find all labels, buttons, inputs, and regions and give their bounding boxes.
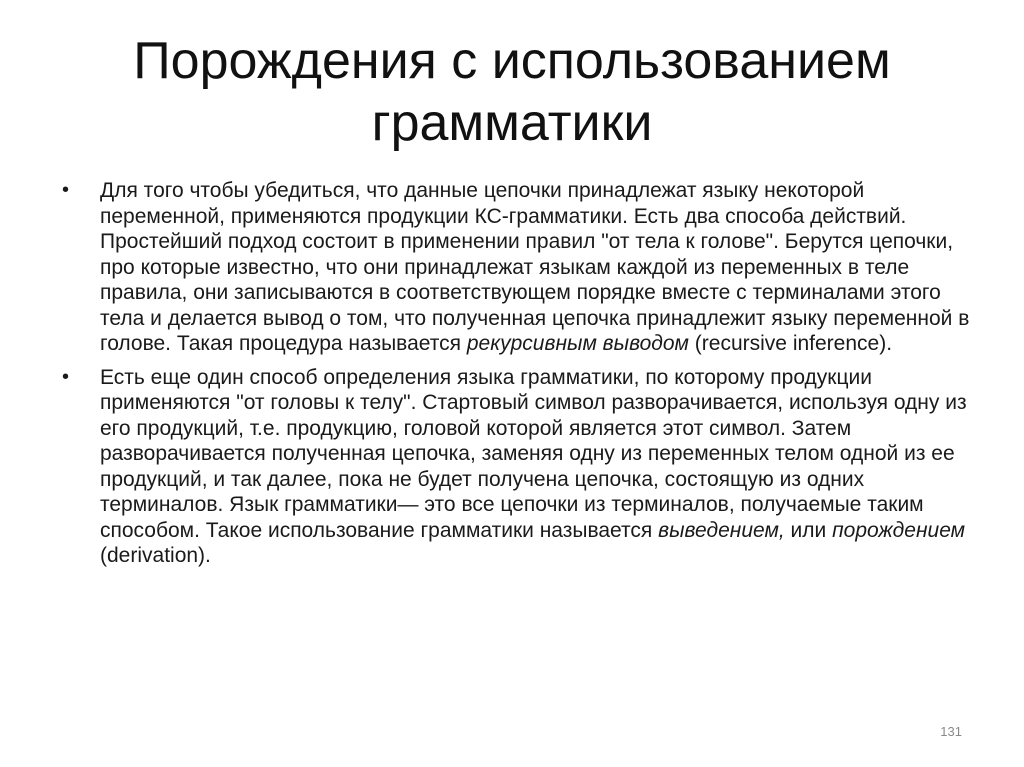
bullet-item-2 — [60, 365, 970, 569]
bullet-2-text-middle: или — [784, 518, 833, 542]
bullet-1-text: Для того чтобы убедиться, что данные цепочки принадлежат языку некоторой переменной, применяются продукции КС-грамматики. Есть два способа действий. Простейший подход состоит в применении правил "от тела к голове". Берутся цепочки, про которые известно, что они принадлежат языкам каждой из переменных в теле правила, они записываются в соответствующем порядке вместе с терминалами этого тела и делается вывод о том, что полученная цепочка принадлежит языку переменной в голове. Такая процедура называется — [100, 179, 970, 355]
page-number: 131 — [940, 724, 962, 739]
bullet-2-text-end: (derivation). — [100, 544, 211, 567]
bullet-1-text-end: (recursive inference). — [688, 332, 893, 355]
bullet-marker: • — [62, 365, 70, 388]
slide-title — [60, 30, 964, 154]
bullet-item-1 — [60, 178, 970, 357]
slide-title-line1: Порождения с использованием — [133, 32, 891, 90]
slide-title-line2: грамматики — [371, 94, 653, 152]
bullet-2-emphasis: выведением, — [658, 518, 785, 542]
bullet-2-text: Есть еще один способ определения языка грамматики, по которому продукции применяются "от головы к телу". Стартовый символ разворачивается, используя одну из его продукций, т.е. продукцию, головой которой является этот символ. Затем разворачивается полученная цепочка, заменяя одну из переменных телом одной из ее продукций, и так далее, пока не будет получена цепочка, состоящую из одних терминалов. Язык грамматики— это все цепочки из терминалов, получаемые таким способом. Такое использование грамматики называется — [100, 365, 967, 542]
bullet-marker: • — [62, 179, 70, 201]
bullet-2-emphasis2: порождением — [832, 518, 966, 542]
bullet-1-emphasis: рекурсивным выводом — [466, 332, 689, 355]
bullet-list — [60, 178, 970, 577]
